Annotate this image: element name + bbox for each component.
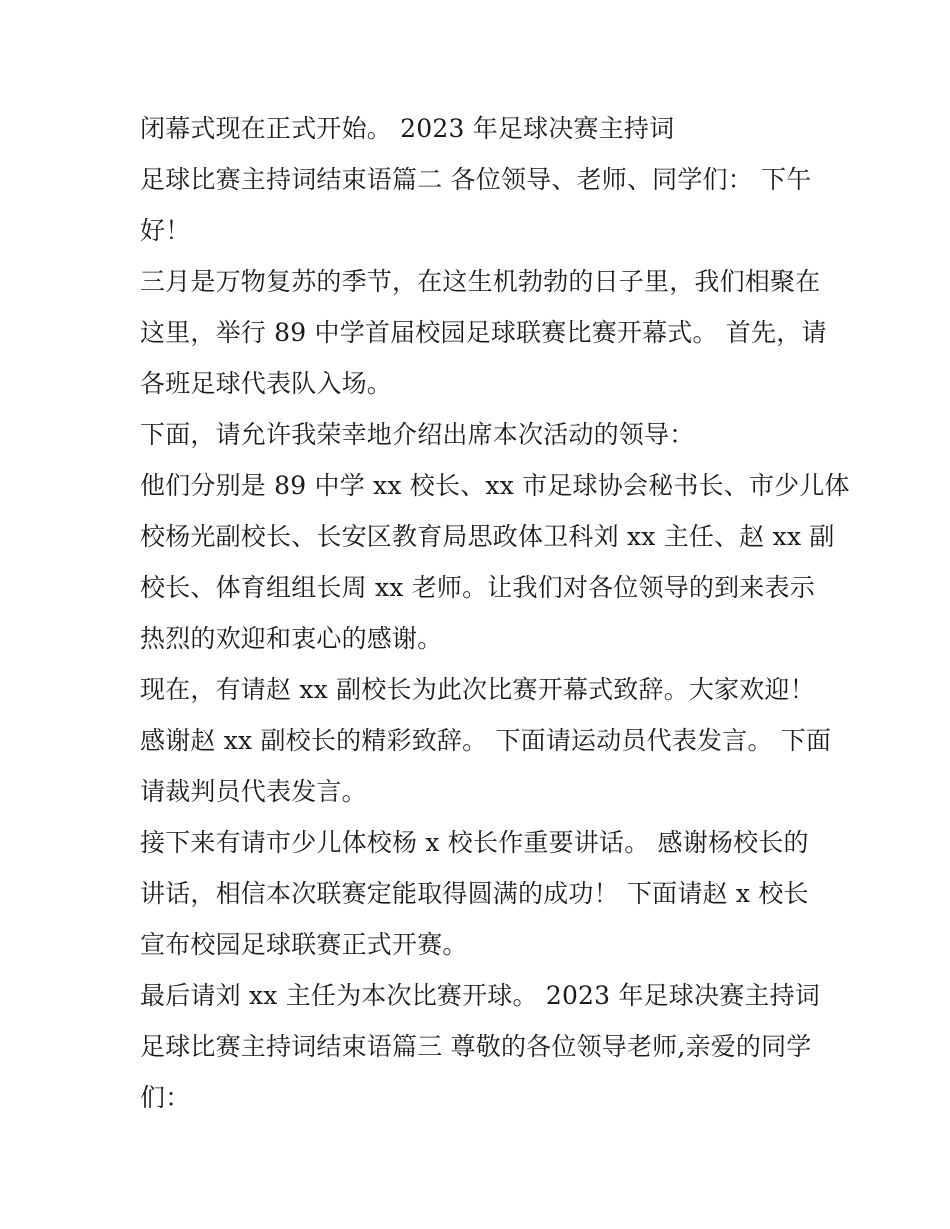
text-line: 现在，有请赵 xx 副校长为此次比赛开幕式致辞。大家欢迎！ xyxy=(140,675,815,704)
text-line: 讲话，相信本次联赛定能取得圆满的成功！ 下面请赵 x 校长 xyxy=(140,879,809,908)
text-line: 这里，举行 89 中学首届校园足球联赛比赛开幕式。 首先，请 xyxy=(140,318,827,347)
text-line: 各班足球代表队入场。 xyxy=(140,369,393,398)
text-line: 闭幕式现在正式开始。 2023 年足球决赛主持词 xyxy=(140,114,675,143)
text-line: 好！ xyxy=(140,216,191,245)
text-line: 他们分别是 89 中学 xx 校长、xx 市足球协会秘书长、市少儿体 xyxy=(140,471,850,500)
text-line: 接下来有请市少儿体校杨 x 校长作重要讲话。 感谢杨校长的 xyxy=(140,828,809,857)
text-line: 下面，请允许我荣幸地介绍出席本次活动的领导： xyxy=(140,420,695,449)
text-line: 校杨光副校长、长安区教育局思政体卫科刘 xx 主任、赵 xx 副 xyxy=(140,522,835,551)
text-line: 宣布校园足球联赛正式开赛。 xyxy=(140,930,468,959)
text-line: 请裁判员代表发言。 xyxy=(140,777,367,806)
text-line: 足球比赛主持词结束语篇三 尊敬的各位领导老师,亲爱的同学 xyxy=(140,1032,812,1061)
text-line: 足球比赛主持词结束语篇二 各位领导、老师、同学们： 下午 xyxy=(140,165,812,194)
text-line: 感谢赵 xx 副校长的精彩致辞。 下面请运动员代表发言。 下面 xyxy=(140,726,832,755)
text-line: 三月是万物复苏的季节，在这生机勃勃的日子里，我们相聚在 xyxy=(140,267,821,296)
document-page xyxy=(140,103,850,1123)
text-line: 热烈的欢迎和衷心的感谢。 xyxy=(140,624,443,653)
text-line: 最后请刘 xx 主任为本次比赛开球。 2023 年足球决赛主持词 xyxy=(140,981,821,1010)
text-line: 校长、体育组组长周 xx 老师。让我们对各位领导的到来表示 xyxy=(140,573,815,602)
text-line: 们： xyxy=(140,1083,191,1112)
